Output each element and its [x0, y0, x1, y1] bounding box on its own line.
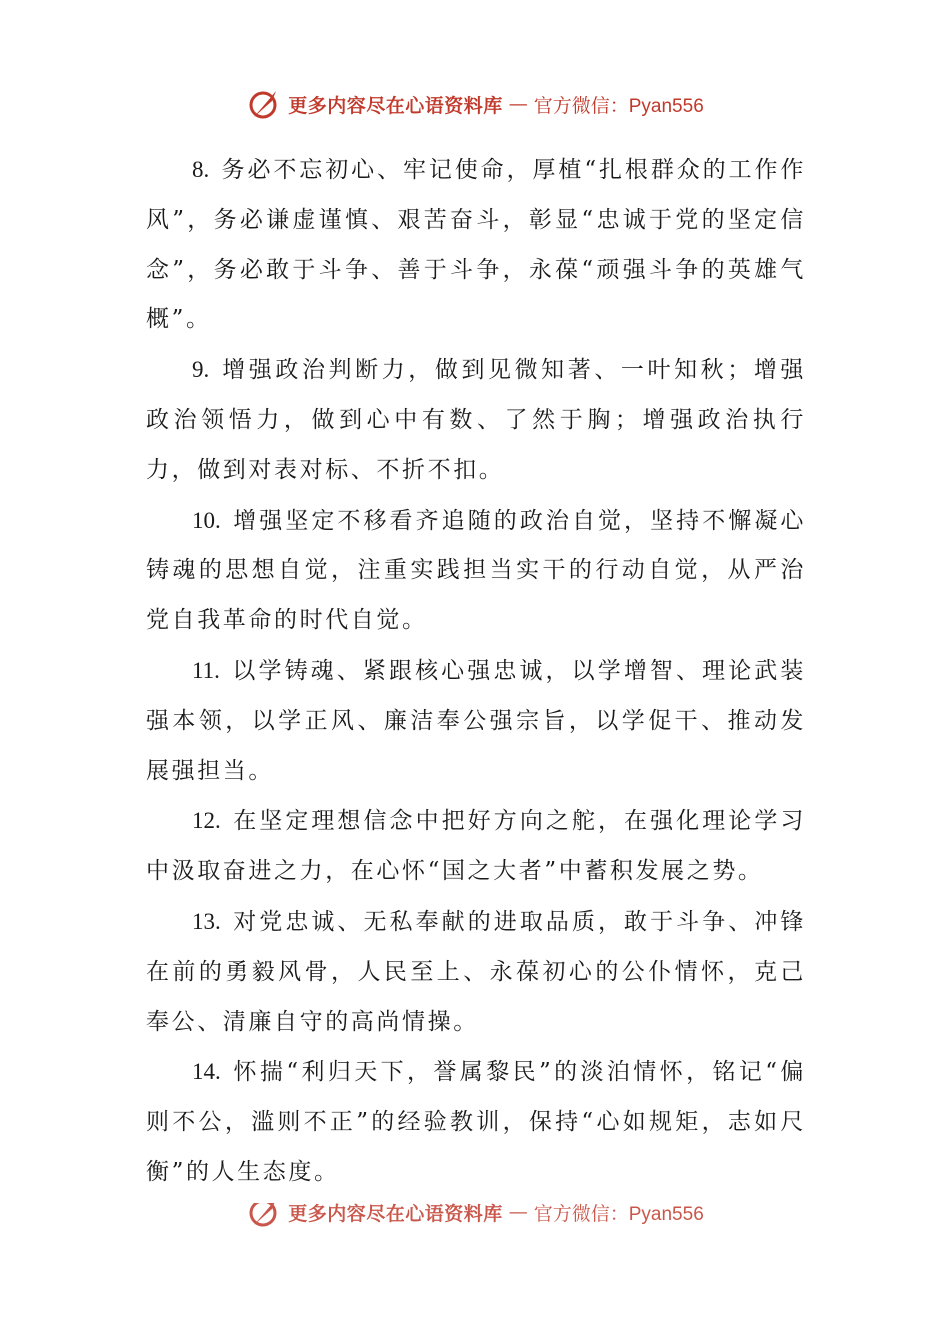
paragraph-number: 10.	[192, 507, 221, 533]
paragraph-number: 9.	[192, 357, 210, 383]
footer-wechat: 官方微信：Pyan556	[533, 1203, 704, 1225]
header-brand: 更多内容尽在心语资料库	[288, 94, 503, 117]
paragraph-text: 以学铸魂、紧跟核心强忠诚，以学增智、理论武装强本领，以学正风、廉洁奉公强宗旨，以学促干、推动发展强担当。	[146, 657, 806, 784]
paragraph-text: 在坚定理想信念中把好方向之舵，在强化理论学习中汲取奋进之力，在心怀“国之大者”中蓄积发展之势。	[146, 808, 806, 885]
header-watermark	[0, 84, 950, 124]
document-body	[146, 145, 806, 1198]
paragraph-number: 14.	[192, 1059, 221, 1085]
paragraph-text: 对党忠诚、无私奉献的进取品质，敢于斗争、冲锋在前的勇毅风骨，人民至上、永葆初心的公仆情怀，克己奉公、清廉自守的高尚情操。	[146, 908, 806, 1035]
paragraph-number: 8.	[192, 157, 210, 182]
paragraph-text: 怀揣“利归天下，誉属黎民”的淡泊情怀，铭记“偏则不公，滥则不正”的经验教训，保持“心如规矩，志如尺衡”的人生态度。	[146, 1059, 806, 1185]
footer-watermark	[0, 1203, 950, 1233]
paragraph-text: 增强坚定不移看齐追随的政治自觉，坚持不懈凝心铸魂的思想自觉，注重实践担当实干的行动自觉，从严治党自我革命的时代自觉。	[146, 507, 806, 634]
paragraph-14	[146, 1047, 806, 1197]
quill-logo-icon	[246, 1203, 282, 1229]
paragraph-8	[146, 145, 806, 345]
header-wechat: 官方微信：Pyan556	[533, 95, 704, 117]
paragraph-13	[146, 897, 806, 1047]
paragraph-number: 12.	[192, 808, 221, 834]
paragraph-12	[146, 796, 806, 897]
paragraph-number: 11.	[192, 657, 220, 683]
footer-brand: 更多内容尽在心语资料库	[288, 1203, 503, 1225]
paragraph-9	[146, 345, 806, 495]
footer-separator: —	[508, 1203, 528, 1223]
quill-logo-icon	[246, 87, 282, 121]
header-separator: —	[508, 93, 528, 115]
paragraph-text: 增强政治判断力，做到见微知著、一叶知秋；增强政治领悟力，做到心中有数、了然于胸；增强政治执行力，做到对表对标、不折不扣。	[146, 357, 806, 483]
paragraph-10	[146, 496, 806, 646]
paragraph-text: 务必不忘初心、牢记使命，厚植“扎根群众的工作作风”，务必谦虚谨慎、艰苦奋斗，彰显“忠诚于党的坚定信念”，务必敢于斗争、善于斗争，永葆“顽强斗争的英雄气概”。	[146, 157, 806, 333]
paragraph-11	[146, 646, 806, 796]
paragraph-number: 13.	[192, 908, 221, 934]
